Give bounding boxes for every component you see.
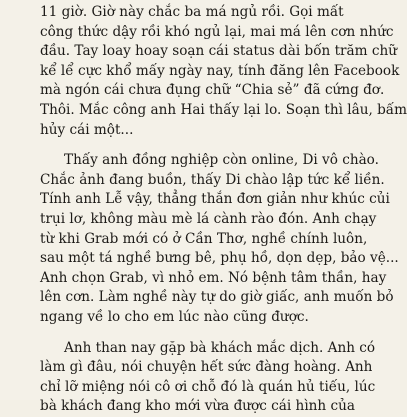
text-line: chỉ lỡ miệng nói cô ơi chỗ đó là quán hủ tiếu, lúc (40, 378, 376, 395)
text-line: Anh chọn Grab, vì nhỏ em. Nó bệnh tâm thần, hay (40, 269, 387, 286)
text-line: Thấy anh đồng nghiệp còn online, Di vô chào. (64, 152, 379, 169)
page-body-text (40, 3, 407, 415)
text-line: sau một tá nghề bưng bê, phụ hồ, dọn dẹp, bảo vệ... (40, 250, 399, 267)
text-line: hủy cái một... (40, 121, 134, 138)
text-line: Thôi. Mắc công anh Hai thấy lại lo. Soạn thì lâu, bấm (40, 101, 407, 118)
paragraph-1 (40, 3, 407, 140)
text-line: lên cơn. Làm nghề này tự do giờ giấc, anh muốn bỏ (40, 289, 394, 306)
text-line: Anh than nay gặp bà khách mắc dịch. Anh có (64, 339, 376, 356)
text-line: làm gì đâu, nói chuyện hết sức đàng hoàng. Anh (40, 359, 373, 376)
text-line: Tính anh Lễ vậy, thẳng thắn đơn giản như khúc củi (40, 191, 390, 208)
paragraph-2 (40, 151, 399, 327)
text-line: Chắc ảnh đang buồn, thấy Di chào lập tức kể liền. (40, 171, 385, 188)
text-line: kể lể cực khổ mấy ngày nay, tính đăng lên Facebook (40, 62, 400, 79)
text-line: đầu. Tay loay hoay soạn cái status dài bốn trăm chữ (40, 43, 397, 60)
text-line: mà ngón cái chưa đụng chữ “Chia sẻ” đã cứng đơ. (40, 82, 385, 99)
text-line: công thức dậy rồi khó ngủ lại, mai má lên cơn nhức (40, 23, 394, 40)
paragraph-3 (40, 339, 376, 415)
text-line: từ khi Grab mới có ở Cần Thơ, nghề chính luôn, (40, 230, 368, 247)
text-line: bà khách đang kho mới vừa được cái hình của (40, 398, 355, 415)
text-line: trụi lơ, không màu mè lá cành rào đón. Anh chạy (40, 210, 377, 227)
text-line: ngang về lo cho em lúc nào cũng được. (40, 308, 309, 325)
text-line: 11 giờ. Giờ này chắc ba má ngủ rồi. Gọi mất (40, 4, 344, 20)
